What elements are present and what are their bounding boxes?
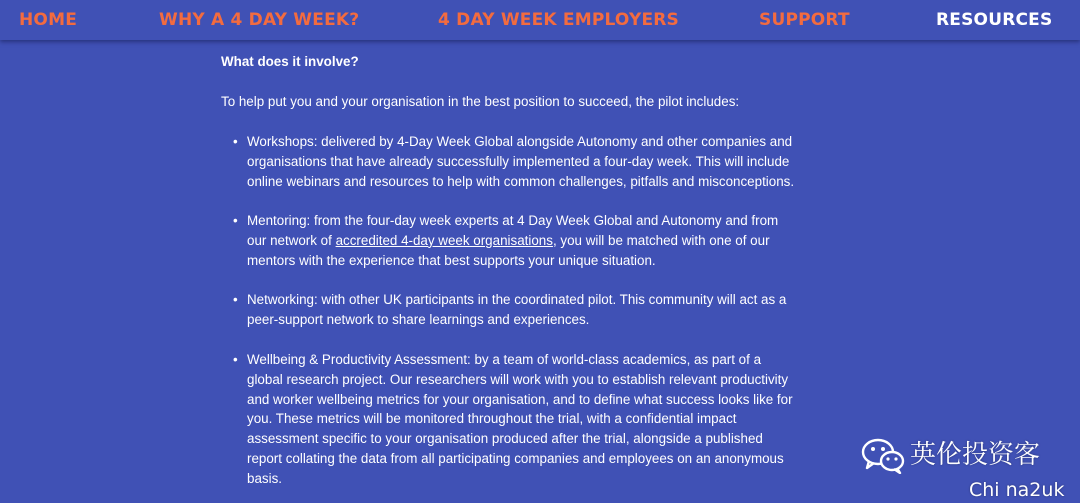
list-item-text: global research project. Our researchers will work with you to establish relevant productivity (247, 371, 789, 387)
wechat-icon (861, 438, 905, 474)
list-item-text: our network of (247, 232, 336, 248)
list-item-networking (233, 290, 829, 330)
nav-link-why-4-day-week[interactable]: WHY A 4 DAY WEEK? (159, 10, 360, 30)
list-item-text: basis. (247, 470, 282, 486)
bullet-marker: • (233, 134, 238, 149)
list-item-text: Networking: with other UK participants in the coordinated pilot. This community will act as a (247, 292, 787, 307)
accredited-organisations-link[interactable]: accredited 4-day week organisations (335, 232, 553, 248)
list-item-workshops (233, 132, 829, 191)
list-item-mentoring (233, 211, 829, 270)
list-item-text: , you will be matched with one of our (552, 232, 770, 248)
top-navigation (0, 0, 1080, 40)
list-item-text: online webinars and resources to help with common challenges, pitfalls and misconceptions. (247, 173, 795, 189)
list-item-wellbeing-assessment (233, 350, 829, 489)
list-item-text: assessment specific to your organisation produced after the trial, alongside a published (247, 431, 763, 447)
list-item-text: Workshops: delivered by 4-Day Week Global alongside Autonomy and other companies and (247, 134, 793, 149)
bullet-marker: • (233, 352, 238, 367)
watermark (861, 438, 1061, 474)
list-item-text: and worker wellbeing metrics for your organisation, and to define what success looks like for (247, 391, 793, 407)
list-item-text-with-link (247, 231, 829, 251)
bullet-marker: • (233, 292, 238, 307)
bullet-marker: • (233, 213, 238, 228)
nav-link-4-day-week-employers[interactable]: 4 DAY WEEK EMPLOYERS (438, 10, 680, 30)
intro-paragraph: To help put you and your organisation in the best position to succeed, the pilot includes: (221, 94, 740, 109)
list-item-text: report collating the data from all participating companies and employees on an anonymous (247, 450, 784, 466)
list-item-text: you. These metrics will be monitored throughout the trial, with a confidential impact (247, 411, 737, 427)
nav-link-support[interactable]: SUPPORT (759, 10, 850, 30)
nav-link-home[interactable]: HOME (19, 10, 78, 30)
watermark-account-id: Chi na2uk (969, 479, 1065, 501)
list-item-text: Mentoring: from the four-day week experts at 4 Day Week Global and Autonomy and from (247, 213, 779, 228)
list-item-text: mentors with the experience that best supports your unique situation. (247, 252, 656, 268)
section-heading: What does it involve? (221, 54, 359, 69)
nav-link-resources[interactable]: RESOURCES (936, 10, 1053, 30)
list-item-text: organisations that have already successfully implemented a four-day week. This will include (247, 153, 790, 169)
list-item-text: peer-support network to share learnings and experiences. (247, 311, 590, 327)
list-item-text: Wellbeing & Productivity Assessment: by a team of world-class academics, as part of a (247, 352, 762, 367)
watermark-account-name: 英伦投资客 (910, 440, 1041, 470)
